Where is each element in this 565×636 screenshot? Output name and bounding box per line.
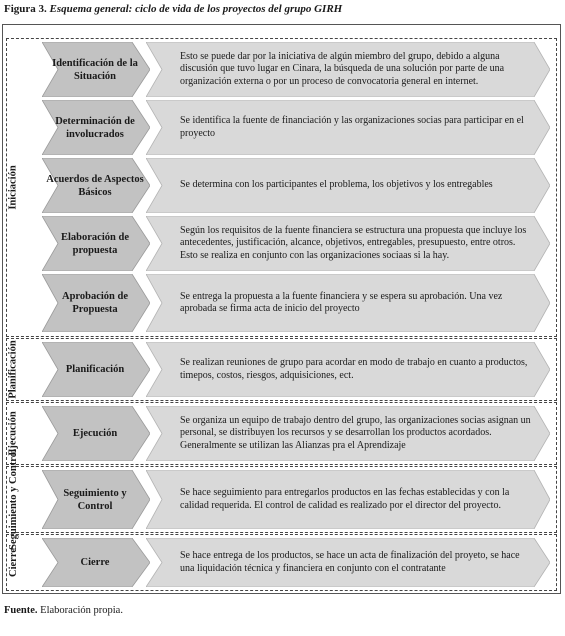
- phase-label-text: Cierre: [7, 548, 19, 577]
- process-step: [42, 470, 552, 529]
- process-step: [42, 274, 552, 332]
- phase-label-text: Ejecución: [7, 411, 19, 456]
- step-description: Esto se puede dar por la iniciativa de algún miembro del grupo, debido a alguna discusión que tuvo lugar en Cinara, la búsqueda de una solución por parte de una organización externa o por un proceso de convocatoria general en internet.: [180, 50, 505, 87]
- phase-label: [3, 534, 23, 591]
- process-step: [42, 406, 552, 461]
- step-description: Se identifica la fuente de financiación y las organizaciones socias para participar en el proyecto: [180, 115, 524, 139]
- source-text: Elaboración propia.: [40, 605, 123, 616]
- step-label: Acuerdos de Aspectos Básicos: [46, 173, 144, 198]
- process-step: [42, 100, 552, 155]
- source-note: [4, 605, 123, 616]
- step-description: Se organiza un equipo de trabajo dentro del grupo, las organizaciones socias asignan un personal, se distribuyen los recursos y se desarrollan los productos acordados. Generalmente se utilizan las Alianzas pra el Aprendizaje: [180, 414, 531, 451]
- step-label: Planificación: [65, 364, 125, 375]
- phase-label: [3, 449, 23, 550]
- phase-label-text: Planificación: [7, 340, 19, 399]
- phase-label: [3, 38, 23, 337]
- step-description: Se hace entrega de los productos, se hace un acta de finalización del proyeto, se hace una liquidación técnica y financiera en conjunto con el contratante: [180, 550, 520, 574]
- source-label: Fuente.: [4, 605, 38, 616]
- step-label: Cierre: [80, 557, 110, 568]
- step-description: Se determina con los participantes el problema, los objetivos y los entregables: [180, 179, 493, 191]
- step-description: Se hace seguimiento para entregarlos productos en las fechas establecidas y con la calidad requerida. El control de calidad es realizado por el director del proyecto.: [180, 487, 510, 511]
- process-step: [42, 158, 552, 213]
- step-label: Seguimiento y Control: [63, 487, 127, 512]
- step-label: Ejecución: [72, 428, 118, 439]
- phase-label: [3, 338, 23, 401]
- process-step: [42, 216, 552, 271]
- figure-title: [4, 3, 342, 15]
- step-label: Aprobación de Propuesta: [61, 291, 129, 315]
- process-step: [42, 538, 552, 587]
- phase-label-text: Iniciación: [7, 165, 19, 210]
- figure-label: Figura 3.: [4, 3, 47, 15]
- process-step: [42, 42, 552, 97]
- figure-caption: Esquema general: ciclo de vida de los proyectos del grupo GIRH: [49, 3, 343, 15]
- step-description: Se realizan reuniones de grupo para acordar en modo de trabajo en cuanto a productos, timepos, costos, riesgos, adquisiciones, ect.: [180, 357, 528, 381]
- phase-label-text: Seguimiento y Control: [7, 449, 19, 550]
- step-label: Identificación de la Situación: [52, 57, 138, 82]
- step-label: Determinación de involucrados: [55, 115, 135, 140]
- process-step: [42, 342, 552, 397]
- step-description: Según los requisitos de la fuente financiera se estructura una propuesta que incluye los antecedentes, justificación, alcance, objetivos, entregables, presupuesto, entre otros. Esto se realiza en conjunto con las organizaciones sociaas si la hay.: [180, 224, 527, 261]
- step-label: Elaboración de propuesta: [61, 231, 129, 256]
- step-description: Se entrega la propuesta a la fuente financiera y se espera su aprobación. Una vez aprobada se firma acta de inicio del proyecto: [180, 290, 503, 314]
